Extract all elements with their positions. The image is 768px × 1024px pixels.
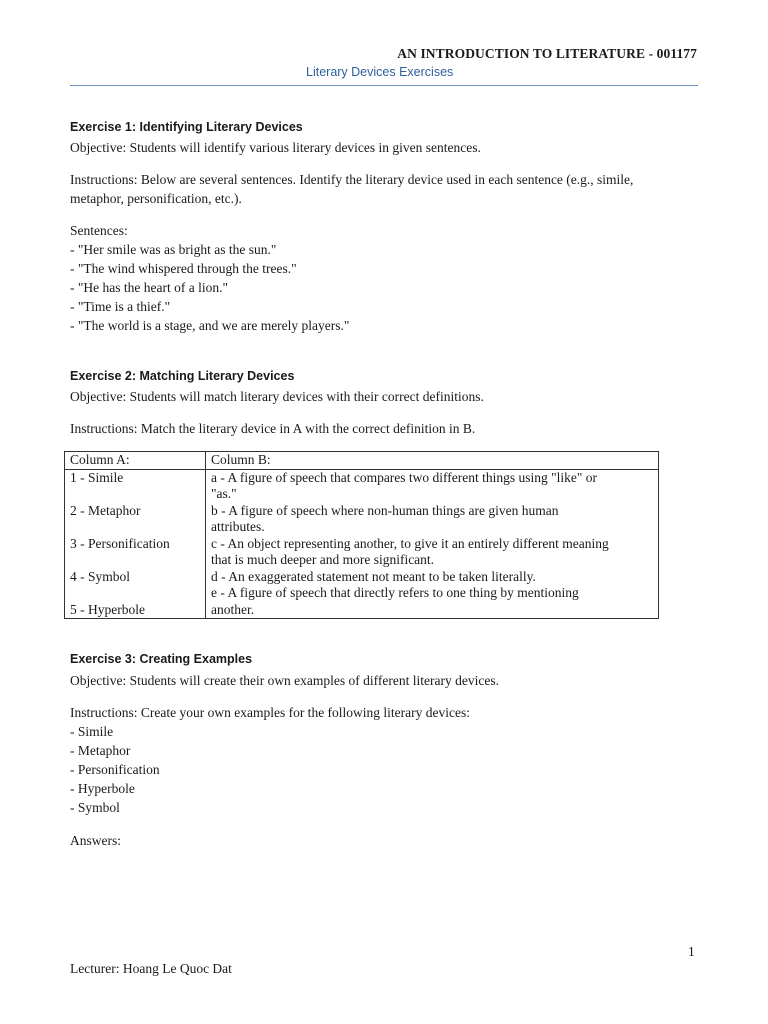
column-b-cell (206, 585, 659, 619)
exercise-3-device: - Metaphor (70, 743, 131, 758)
exercise-3-objective: Objective: Students will create their own examples of different literary devices. (70, 673, 499, 688)
column-a-header: Column A: (65, 452, 206, 470)
definition-line: that is much deeper and more significant. (211, 552, 435, 567)
matching-table (64, 451, 659, 619)
document-header-title: AN INTRODUCTION TO LITERATURE - 001177 (397, 46, 697, 61)
column-a-cell: 1 - Simile (65, 469, 206, 503)
exercise-1-sentence: - "He has the heart of a lion." (70, 280, 228, 295)
exercise-1-instructions-line2: metaphor, personification, etc.). (70, 191, 242, 206)
page-number: 1 (688, 944, 695, 959)
column-b-cell (206, 469, 659, 503)
exercise-1-sentences-label: Sentences: (70, 223, 128, 238)
definition-line: b - A figure of speech where non-human things are given human (211, 502, 559, 518)
column-b-cell (206, 569, 659, 586)
column-a-cell: 5 - Hyperbole (65, 585, 206, 619)
exercise-1-instructions-line1: Instructions: Below are several sentences. Identify the literary device used in each sentence (e.g., simile, (70, 172, 634, 187)
definition-line: c - An object representing another, to give it an entirely different meaning (211, 535, 609, 551)
table-header-row (65, 452, 659, 470)
exercise-2-instructions: Instructions: Match the literary device in A with the correct definition in B. (70, 421, 476, 436)
column-b-header: Column B: (206, 452, 659, 470)
table-row (65, 585, 659, 619)
definition-line: e - A figure of speech that directly refers to one thing by mentioning (211, 585, 579, 600)
footer-lecturer: Lecturer: Hoang Le Quoc Dat (70, 961, 232, 976)
exercise-2-objective: Objective: Students will match literary devices with their correct definitions. (70, 389, 484, 404)
exercise-1-sentence: - "The world is a stage, and we are merely players." (70, 318, 350, 333)
column-a-cell: 4 - Symbol (65, 569, 206, 586)
table-row (65, 503, 659, 536)
definition-line: another. (211, 601, 255, 617)
header-divider (70, 85, 698, 86)
table-row (65, 536, 659, 569)
column-b-cell (206, 536, 659, 569)
exercise-2-title: Exercise 2: Matching Literary Devices (70, 369, 295, 383)
column-a-cell: 2 - Metaphor (65, 503, 206, 536)
exercise-3-device: - Hyperbole (70, 781, 135, 796)
definition-line: "as." (211, 486, 237, 501)
exercise-1-sentence: - "Her smile was as bright as the sun." (70, 242, 277, 257)
exercise-3-instructions: Instructions: Create your own examples for the following literary devices: (70, 705, 471, 720)
exercise-3-device: - Simile (70, 724, 114, 739)
answers-label: Answers: (70, 833, 121, 848)
exercise-1-objective: Objective: Students will identify various literary devices in given sentences. (70, 140, 481, 155)
exercise-3-title: Exercise 3: Creating Examples (70, 652, 253, 666)
table-row (65, 569, 659, 586)
exercise-3-device: - Personification (70, 762, 160, 777)
column-b-cell (206, 503, 659, 536)
definition-line: a - A figure of speech that compares two different things using "like" or (211, 469, 598, 485)
column-a-cell: 3 - Personification (65, 536, 206, 569)
exercise-1-sentence: - "The wind whispered through the trees." (70, 261, 297, 276)
definition-line: attributes. (211, 519, 265, 534)
exercise-3-device: - Symbol (70, 800, 120, 815)
exercise-1-title: Exercise 1: Identifying Literary Devices (70, 120, 303, 134)
table-row (65, 469, 659, 503)
definition-line: d - An exaggerated statement not meant to be taken literally. (211, 568, 536, 584)
document-header-subtitle: Literary Devices Exercises (306, 65, 454, 79)
exercise-1-sentence: - "Time is a thief." (70, 299, 171, 314)
